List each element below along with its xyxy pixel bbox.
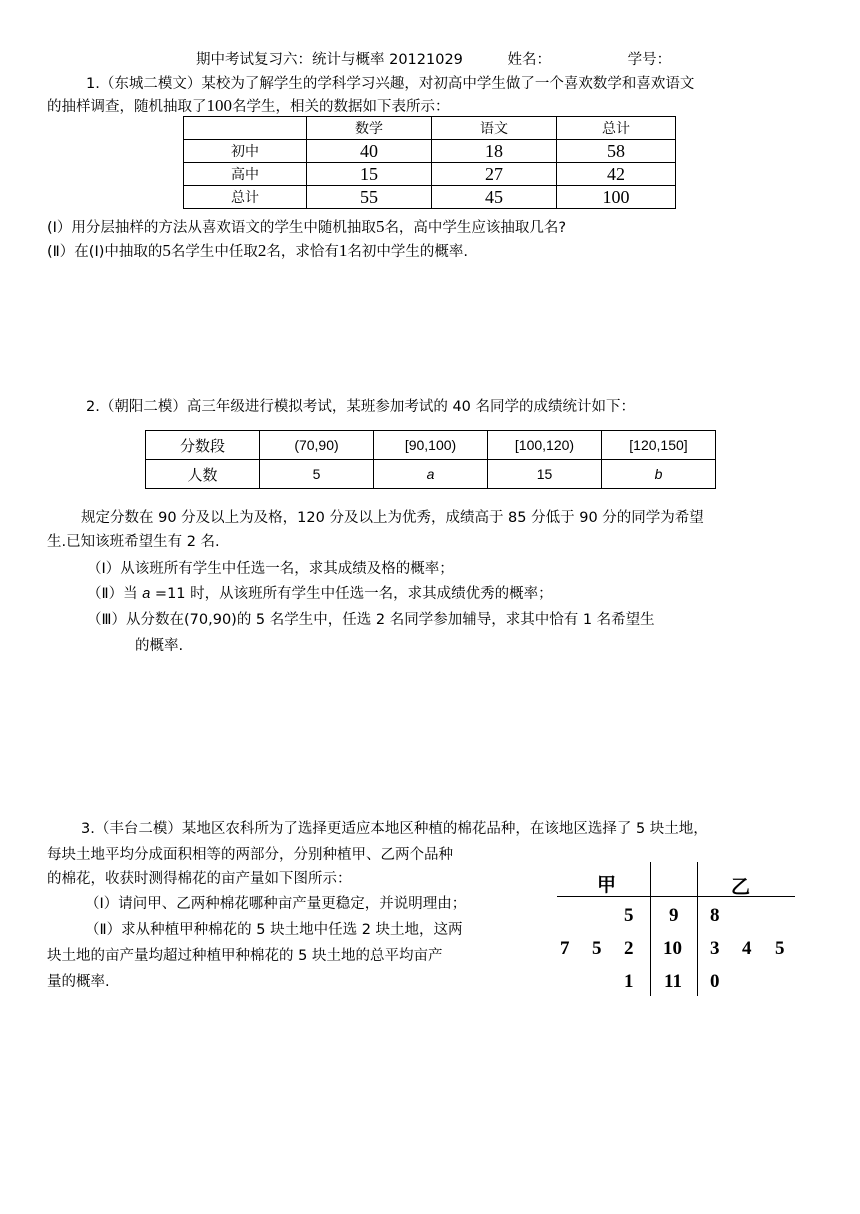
table-cell: 58 <box>557 140 676 163</box>
page-title <box>196 48 671 69</box>
q3-part1: （Ⅰ）请问甲、乙两种棉花哪种亩产量更稳定，并说明理由； <box>85 896 467 912</box>
table-cell: 55 <box>307 186 432 209</box>
name-label: 姓名： <box>507 52 552 68</box>
table-cell: 15 <box>307 163 432 186</box>
right-header: 乙 <box>731 876 751 898</box>
leaf-left: 5 <box>592 938 602 959</box>
stem: 10 <box>663 938 682 959</box>
q2-part1: （Ⅰ）从该班所有学生中任选一名，求其成绩及格的概率； <box>87 561 454 577</box>
stem-leaf-right-rule <box>697 862 698 996</box>
q1-line2: 的抽样调查，随机抽取了100名学生，相关的数据如下表所示： <box>47 96 450 115</box>
table-cell: 5 <box>260 460 374 489</box>
q2-part3: （Ⅲ）从分数在(70,90)的 5 名学生中，任选 2 名同学参加辅导，求其中恰有 1 名希望生 <box>87 612 655 628</box>
table-cell: a <box>374 460 488 489</box>
stem: 9 <box>669 905 679 926</box>
table-row <box>184 140 676 163</box>
q1-line1: 1.（东城二模文）某校为了解学生的学科学习兴趣，对初高中学生做了一个喜欢数学和喜欢语文 <box>86 76 695 92</box>
table-cell: 总计 <box>184 186 307 209</box>
table-header-cell: 数学 <box>307 117 432 140</box>
table-cell: 人数 <box>146 460 260 489</box>
table-cell: 高中 <box>184 163 307 186</box>
table-cell: 45 <box>432 186 557 209</box>
q1-part2: (Ⅱ）在(Ⅰ)中抽取的5名学生中任取2名，求恰有1名初中学生的概率. <box>47 241 468 260</box>
leaf-left: 5 <box>624 905 634 926</box>
table-cell: [90,100) <box>374 431 488 460</box>
table-row <box>146 460 716 489</box>
q2-table <box>145 430 716 489</box>
table-cell: 分数段 <box>146 431 260 460</box>
q3-line3: 的棉花，收获时测得棉花的亩产量如下图所示： <box>47 871 352 887</box>
table-cell: [100,120) <box>488 431 602 460</box>
q3-part2-line2: 块土地的亩产量均超过种植甲种棉花的 5 块土地的总平均亩产 <box>47 948 443 964</box>
table-cell: 40 <box>307 140 432 163</box>
q3-line1: 3.（丰台二模）某地区农科所为了选择更适应本地区种植的棉花品种，在该地区选择了 5 块土地， <box>81 821 708 837</box>
q2-desc-line2: 生.已知该班希望生有 2 名. <box>47 534 220 550</box>
table-row <box>184 117 676 140</box>
q3-part2-line1: （Ⅱ）求从种植甲种棉花的 5 块土地中任选 2 块土地，这两 <box>85 922 463 938</box>
q3-part2-line3: 量的概率. <box>47 974 110 990</box>
q2-part3-cont: 的概率. <box>135 638 184 654</box>
leaf-left: 1 <box>624 971 634 992</box>
title-text: 期中考试复习六：统计与概率 20121029 <box>196 52 463 68</box>
q1-part1: (Ⅰ）用分层抽样的方法从喜欢语文的学生中随机抽取5名，高中学生应该抽取几名? <box>47 217 567 236</box>
q1-table <box>183 116 676 209</box>
leaf-right: 0 <box>710 971 720 992</box>
table-header-cell <box>184 117 307 140</box>
table-row <box>184 186 676 209</box>
table-cell: (70,90) <box>260 431 374 460</box>
leaf-left: 2 <box>624 938 634 959</box>
table-row <box>184 163 676 186</box>
left-header: 甲 <box>597 874 617 896</box>
q2-line1: 2.（朝阳二模）高三年级进行模拟考试，某班参加考试的 40 名同学的成绩统计如下： <box>86 399 636 415</box>
table-cell: 27 <box>432 163 557 186</box>
table-cell: 42 <box>557 163 676 186</box>
stem-leaf-header-rule <box>557 896 795 897</box>
id-label: 学号： <box>627 52 672 68</box>
leaf-right: 8 <box>710 905 720 926</box>
table-cell: 初中 <box>184 140 307 163</box>
table-header-cell: 总计 <box>557 117 676 140</box>
table-cell: 18 <box>432 140 557 163</box>
leaf-left: 7 <box>560 938 570 959</box>
leaf-right: 5 <box>775 938 785 959</box>
table-header-cell: 语文 <box>432 117 557 140</box>
stem: 11 <box>664 971 682 992</box>
table-cell: b <box>602 460 716 489</box>
table-cell: [120,150] <box>602 431 716 460</box>
leaf-right: 4 <box>742 938 752 959</box>
table-cell: 100 <box>557 186 676 209</box>
table-cell: 15 <box>488 460 602 489</box>
stem-leaf-left-rule <box>650 862 651 996</box>
q2-desc-line1: 规定分数在 90 分及以上为及格，120 分及以上为优秀，成绩高于 85 分低于 90 分的同学为希望 <box>81 510 704 526</box>
table-row <box>146 431 716 460</box>
q2-part2: （Ⅱ）当 a =11 时，从该班所有学生中任选一名，求其成绩优秀的概率； <box>87 586 553 602</box>
leaf-right: 3 <box>710 938 720 959</box>
q3-line2: 每块土地平均分成面积相等的两部分，分别种植甲、乙两个品种 <box>47 847 453 863</box>
